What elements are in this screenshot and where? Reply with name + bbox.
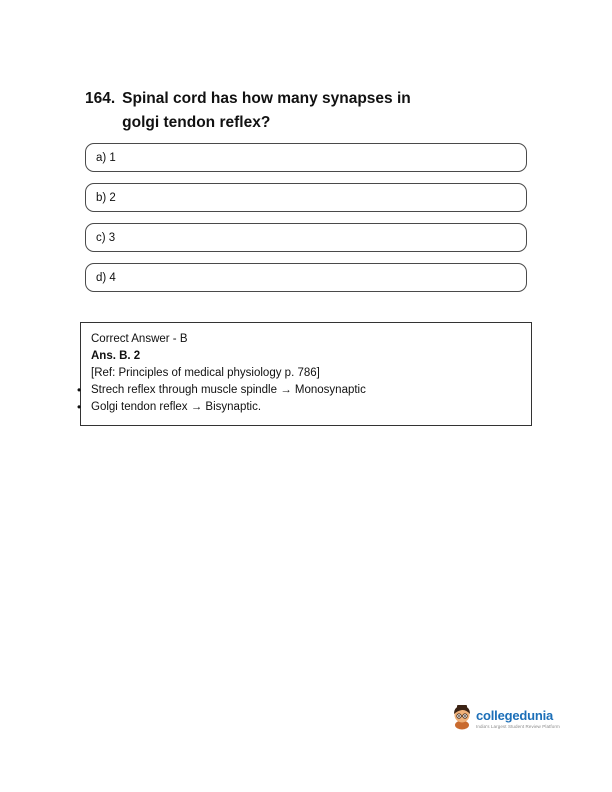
bullet-icon: •: [77, 383, 82, 397]
correct-answer-line: Correct Answer - B: [91, 333, 188, 345]
brand-name: collegedunia: [476, 708, 554, 723]
answer-box: [77, 322, 532, 426]
bullet-icon: •: [77, 400, 82, 414]
option-c: [85, 223, 527, 252]
reference-line: [Ref: Principles of medical physiology p. 786]: [91, 367, 320, 379]
option-c-label: c) 3: [96, 231, 116, 244]
collegedunia-mascot-icon: [450, 702, 474, 730]
question-text-line1: Spinal cord has how many synapses in: [122, 90, 411, 107]
option-a: [85, 143, 527, 172]
answer-line: Ans. B. 2: [91, 350, 141, 362]
option-a-label: a) 1: [96, 151, 116, 164]
options-list: [85, 143, 527, 303]
option-d-label: d) 4: [96, 271, 116, 284]
bullet-text-1: Strech reflex through muscle spindle → Monosynaptic: [91, 384, 366, 396]
question-text: [122, 87, 411, 135]
bullet-text-2: Golgi tendon reflex → Bisynaptic.: [91, 401, 262, 413]
question-text-line2: golgi tendon reflex?: [122, 114, 271, 131]
brand-logo: [450, 702, 560, 730]
bullet-line-2: [77, 399, 521, 416]
option-b: [85, 183, 527, 212]
question-number: 164.: [85, 90, 116, 107]
bullet-line-1: [77, 382, 521, 399]
brand-text-block: [476, 702, 560, 729]
option-d: [85, 263, 527, 292]
question-block: [85, 87, 411, 135]
brand-tagline: India's Largest Student Review Platform: [476, 724, 560, 729]
option-b-label: b) 2: [96, 191, 116, 204]
